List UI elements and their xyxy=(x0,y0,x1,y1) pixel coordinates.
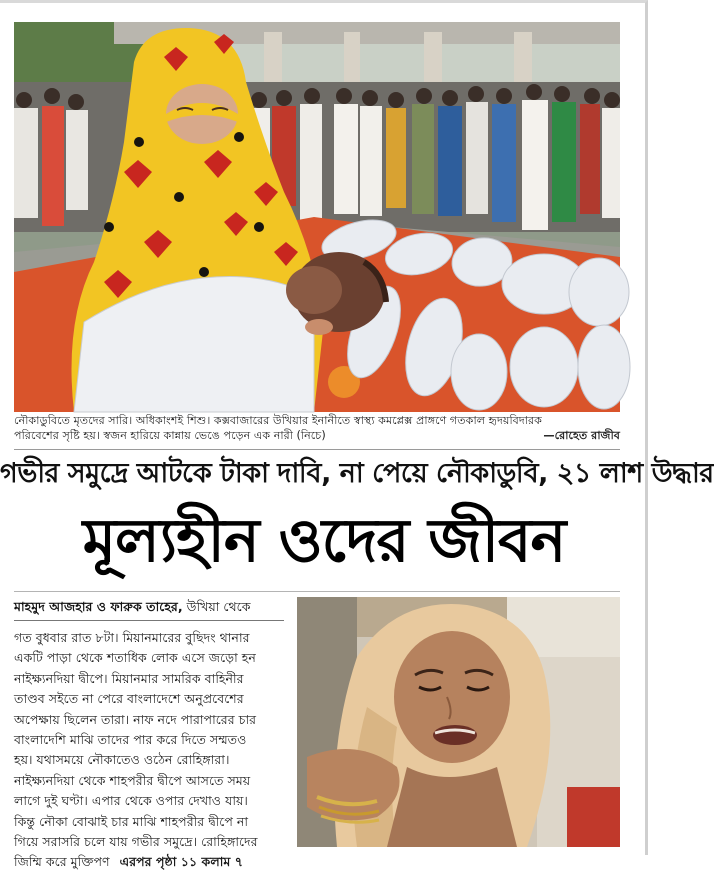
photo-caption xyxy=(14,413,620,443)
jump-link[interactable]: এরপর পৃষ্ঠা ১১ কলাম ৭ xyxy=(119,854,243,870)
divider xyxy=(14,449,620,450)
story-line: নাইক্ষ্যনদিয়া থেকে শাহপরীর দ্বীপে আসতে সময় xyxy=(14,772,251,788)
story-line: গত বুধবার রাত ৮টা। মিয়ানমারের বুছিদং থানার xyxy=(14,630,250,645)
story-line: কিন্তু নৌকা বোঝাই চার মাঝি শাহপরীর দ্বীপে না xyxy=(14,813,249,829)
story-line: অপেক্ষায় ছিলেন তারা। নাফ নদে পারাপারের চার xyxy=(14,711,257,727)
byline-place: উখিয়া থেকে xyxy=(182,599,251,614)
story-line: একটি পাড়া থেকে শতাধিক লোক এসে জড়ো হন xyxy=(14,650,256,666)
photo-credit: —রোহেত রাজীব xyxy=(543,429,620,442)
story-line: গিয়ে সরাসরি চলে যায় গভীর সমুদ্রে। রোহিঙ্গাদের xyxy=(14,833,258,849)
caption-line-1: নৌকাডুবিতে মৃতদের সারি। অধিকাংশই শিশু। কক্সবাজারের উখিয়ার ইনানীতে স্বাস্থ্য কমপ্লেক্স প্রাঙ্গণে গতকাল হৃদয়বিদারক xyxy=(14,414,542,427)
main-headline: মূল্যহীন ওদের জীবন xyxy=(82,506,566,576)
story-line: বাংলাদেশি মাঝি তাদের পার করে দিতে সম্মতও xyxy=(14,731,247,747)
byline xyxy=(14,596,284,618)
story-body xyxy=(14,628,286,873)
story-line: লাগে দুই ঘণ্টা। এপার থেকে ওপার দেখাও যায়। xyxy=(14,793,248,809)
subheadline: গভীর সমুদ্রে আটকে টাকা দাবি, না পেয়ে নৌকাডুবি, ২১ লাশ উদ্ধার xyxy=(0,458,714,489)
story-line: তাণ্ডব সইতে না পেরে বাংলাদেশে অনুপ্রবেশের xyxy=(14,691,244,707)
byline-underline xyxy=(14,620,284,621)
top-photo xyxy=(14,22,620,412)
bottom-photo xyxy=(297,597,620,847)
story-line: জিম্মি করে মুক্তিপণ xyxy=(14,854,110,870)
story-line: নাইক্ষ্যনদিয়া দ্বীপে। মিয়ানমার সামরিক বাহিনীর xyxy=(14,670,244,686)
divider xyxy=(14,591,620,592)
byline-authors: মাহমুদ আজহার ও ফারুক তাহের, xyxy=(14,599,183,614)
story-line: হয়। যথাসময়ে নৌকাতেও ওঠেন রোহিঙ্গারা। xyxy=(14,752,230,768)
caption-line-2: পরিবেশের সৃষ্টি হয়। স্বজন হারিয়ে কান্নায় ভেঙে পড়েন এক নারী (নিচে) xyxy=(14,429,326,442)
story-last-line xyxy=(14,852,286,872)
